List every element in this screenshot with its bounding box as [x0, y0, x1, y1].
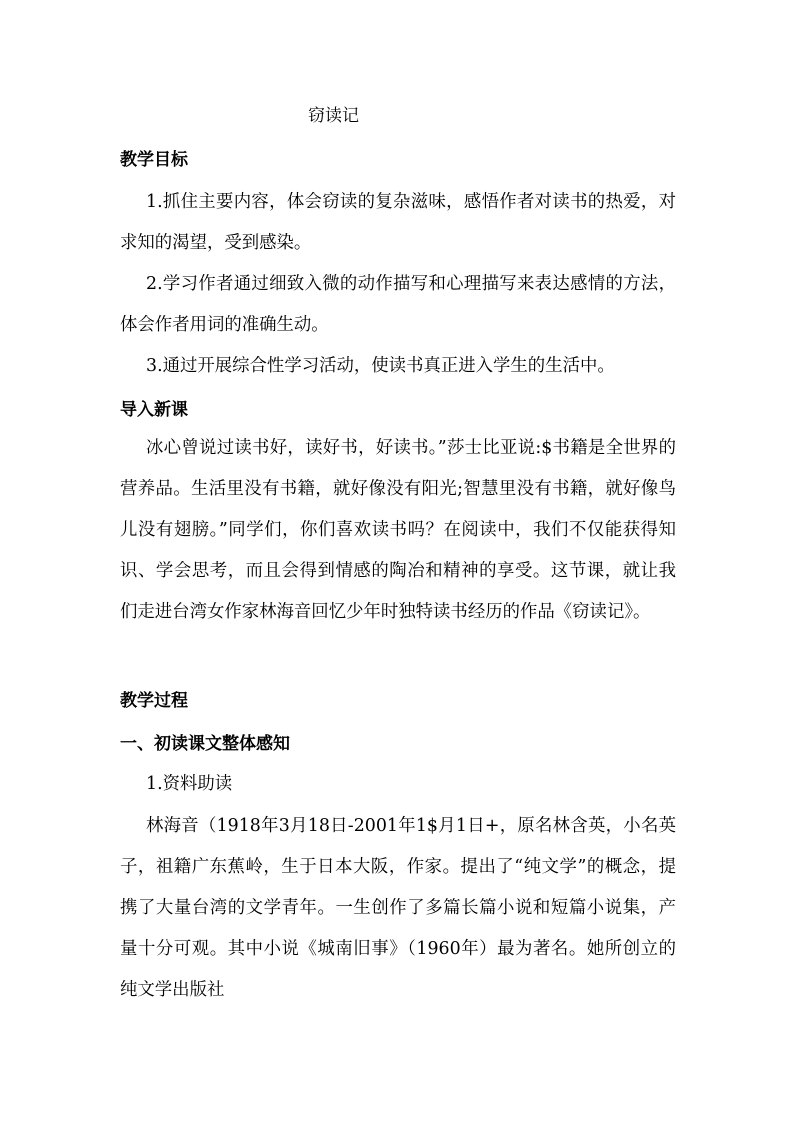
author-bio-paragraph: 林海音（1918年3月18日-2001年1$月1日+，原名林含英，小名英子，祖籍广东蕉岭，生于日本大阪，作家。提出了“纯文学”的概念，提携了大量台湾的文学青年。一生创作了多篇长篇小说和短篇小说集，产量十分可观。其中小说《城南旧事》（1960年）最为著名。她所创立的纯文学出版社 — [120, 816, 676, 1000]
heading-new-lesson-intro: 导入新课 — [120, 400, 188, 420]
document-title: 窃读记 — [308, 106, 359, 126]
heading-teaching-process: 教学过程 — [120, 691, 188, 711]
step-label-reference-reading: 1.资料助读 — [146, 774, 233, 794]
goal-item-1: 1.抓住主要内容，体会窃读的复杂滋味，感悟作者对读书的热爱，对求知的渴望，受到感染。 — [120, 192, 676, 253]
heading-teaching-goals: 教学目标 — [120, 150, 188, 170]
goal-item-3: 3.通过开展综合性学习活动，使读书真正进入学生的生活中。 — [146, 356, 615, 376]
goal-item-2: 2.学习作者通过细致入微的动作描写和心理描写来表达感情的方法，体会作者用词的准确生动。 — [120, 274, 676, 335]
subheading-first-reading: 一、初读课文整体感知 — [120, 734, 290, 754]
intro-paragraph: 冰心曾说过读书好，读好书，好读书。”莎士比亚说:$书籍是全世界的营养品。生活里没有书籍，就好像没有阳光;智慧里没有书籍，就好像鸟儿没有翅膀。”同学们，你们喜欢读书吗？在阅读中，我们不仅能获得知识、学会思考，而且会得到情感的陶冶和精神的享受。这节课，就让我们走进台湾女作家林海音回忆少年时独特读书经历的作品《窃读记》。 — [120, 438, 676, 622]
